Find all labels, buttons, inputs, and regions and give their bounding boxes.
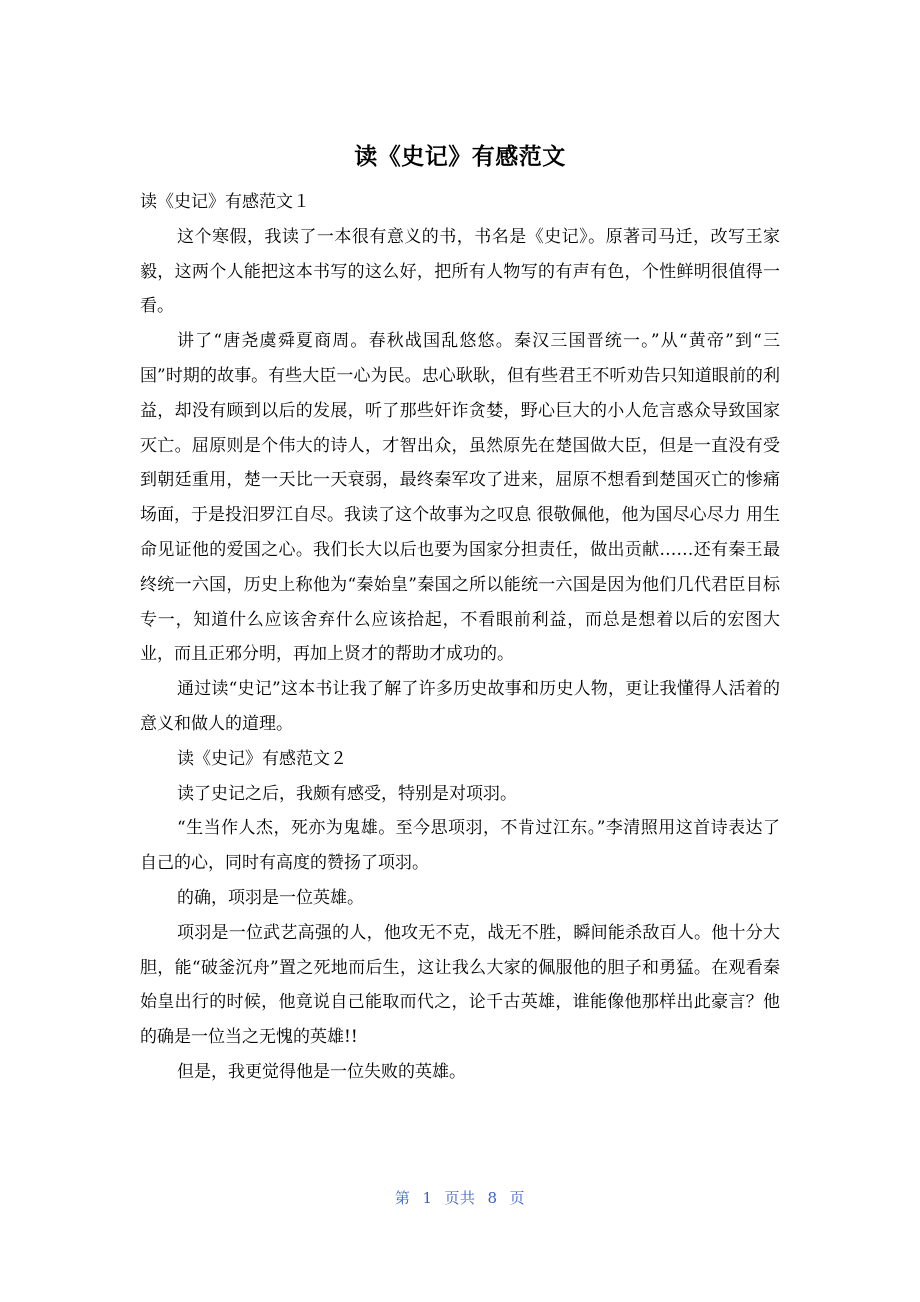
paragraph: 通过读“史记”这本书让我了解了许多历史故事和历史人物，更让我懂得人活着的意义和做人的道理。 <box>140 679 780 734</box>
footer-page-number: 1 <box>422 1189 433 1207</box>
paragraph: “生当作人杰，死亦为鬼雄。至今思项羽，不肯过江东。”李清照用这首诗表达了自己的心，同时有高度的赞扬了项羽。 <box>140 818 780 874</box>
paragraph: 讲了“唐尧虞舜夏商周。春秋战国乱悠悠。秦汉三国晋统一。”从“黄帝”到“三国”时期的故事。有些大臣一心为民。忠心耿耿，但有些君王不听劝告只知道眼前的利益，却没有顾到以后的发展，听了那些奸诈贪婪，野心巨大的小人危言惑众导致国家灭亡。屈原则是个伟大的诗人，才智出众，虽然原先在楚国做大臣，但是一直没有受到朝廷重用，楚一天比一天衰弱，最终秦军攻了进来，屈原不想看到楚国灭亡的惨痛场面，于是投汨罗江自尽。我读了这个故事为之叹息 很敬佩他，他为国尽心尽力 用生命见证他的爱国之心。我们长大以后也要为国家分担责任，做出贡献……还有秦王最终统一六国，历史上称他为“秦始皇”秦国之所以能统一六国是因为他们几代君臣目标专一，知道什么应该舍弃什么应该拾起，不看眼前利益，而总是想着以后的宏图大业，而且正邪分明，再加上贤才的帮助才成功的。 <box>140 331 780 665</box>
footer-ye-gong: 页共 <box>444 1189 476 1207</box>
section-heading-1: 读《史记》有感范文１ <box>140 192 310 212</box>
paragraph: 项羽是一位武艺高强的人，他攻无不克，战无不胜，瞬间能杀敌百人。他十分大胆，能“破釜沉舟”置之死地而后生，这让我么大家的佩服他的胆子和勇猛。在观看秦始皇出行的时候，他竟说自己能取而代之，论千古英雄，谁能像他那样出此豪言？他的确是一位当之无愧的英雄!! <box>140 922 780 1048</box>
page-footer <box>0 1186 920 1210</box>
paragraph: 但是，我更觉得他是一位失败的英雄。 <box>177 1061 466 1082</box>
footer-total-pages: 8 <box>487 1189 498 1207</box>
footer-di: 第 <box>394 1189 411 1207</box>
footer-ye: 页 <box>509 1189 526 1207</box>
paragraph: 的确，项羽是一位英雄。 <box>177 887 364 908</box>
document-title: 读《史记》有感范文 <box>354 144 566 170</box>
paragraph: 这个寒假，我读了一本很有意义的书，书名是《史记》。原著司马迁，改写王家毅，这两个人能把这本书写的这么好，把所有人物写的有声有色，个性鲜明很值得一看。 <box>140 226 780 317</box>
document-body <box>140 185 780 1090</box>
paragraph: 读了史记之后，我颇有感受，特别是对项羽。 <box>177 783 517 804</box>
section-heading-2: 读《史记》有感范文２ <box>177 748 347 769</box>
